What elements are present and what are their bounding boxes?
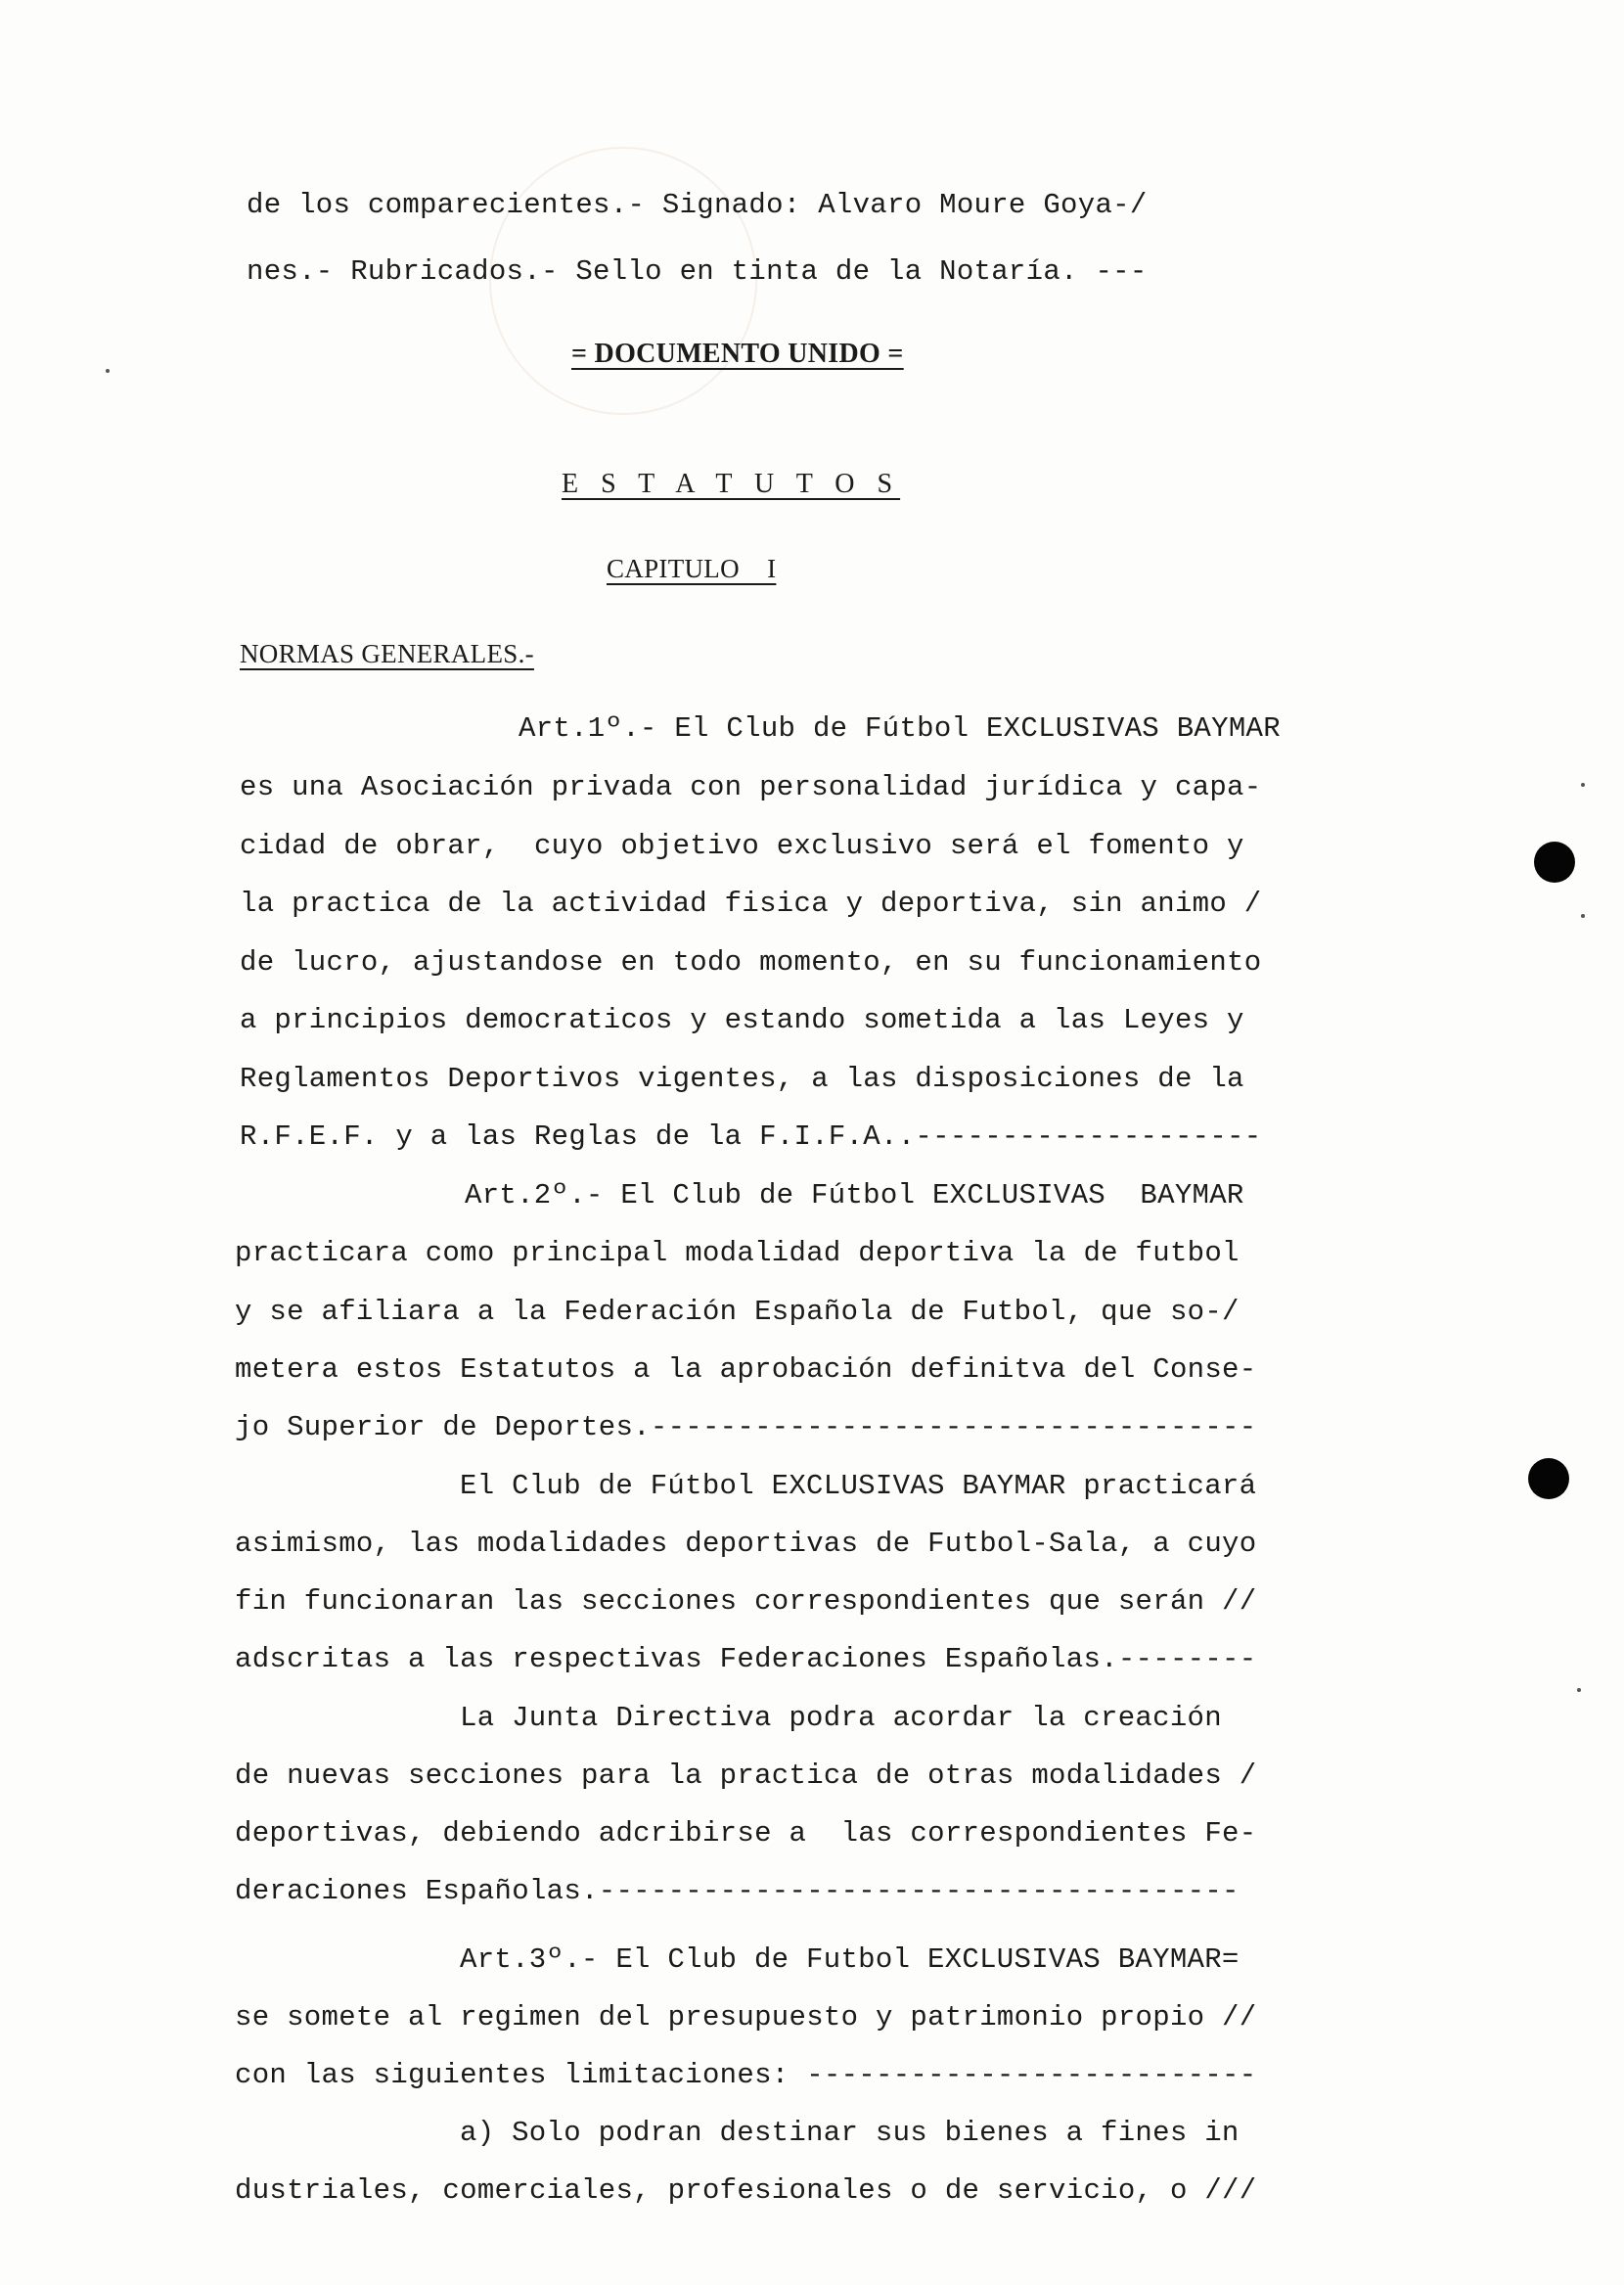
text-line: adscritas a las respectivas Federaciones Españolas.-------- [235, 1643, 1257, 1675]
text-line: de nuevas secciones para la practica de otras modalidades / [235, 1759, 1257, 1792]
section-heading: = DOCUMENTO UNIDO = [571, 339, 904, 369]
text-line: dustriales, comerciales, profesionales o de servicio, o /// [235, 2174, 1257, 2207]
text-line: deportivas, debiendo adcribirse a las correspondientes Fe- [235, 1817, 1257, 1850]
scan-speck [1581, 914, 1585, 918]
text-line: jo Superior de Deportes.----------------------------------- [235, 1411, 1257, 1443]
punch-hole [1534, 842, 1575, 883]
text-line: Reglamentos Deportivos vigentes, a las disposiciones de la [240, 1063, 1244, 1095]
text-line: metera estos Estatutos a la aprobación definitva del Conse- [235, 1353, 1257, 1386]
article-line: Art.2º.- El Club de Fútbol EXCLUSIVAS BAYMAR [465, 1179, 1244, 1211]
paragraph-line: La Junta Directiva podra acordar la creación [460, 1702, 1222, 1734]
punch-hole [1528, 1458, 1569, 1499]
document-title: E S T A T U T O S [562, 469, 901, 499]
text-line: cidad de obrar, cuyo objetivo exclusivo será el fomento y [240, 830, 1244, 862]
text-line: R.F.E.F. y a las Reglas de la F.I.F.A..-------------------- [240, 1120, 1262, 1153]
text-line: practicara como principal modalidad deportiva la de futbol [235, 1237, 1240, 1269]
text-line: asimismo, las modalidades deportivas de Futbol-Sala, a cuyo [235, 1528, 1257, 1560]
text-line: a principios democraticos y estando sometida a las Leyes y [240, 1004, 1244, 1036]
paragraph-line: El Club de Fútbol EXCLUSIVAS BAYMAR practicará [460, 1470, 1257, 1502]
article-line: Art.3º.- El Club de Futbol EXCLUSIVAS BAYMAR= [460, 1943, 1240, 1976]
text-line: fin funcionaran las secciones correspondientes que serán // [235, 1585, 1257, 1618]
text-line: se somete al regimen del presupuesto y patrimonio propio // [235, 2001, 1257, 2034]
text-line: la practica de la actividad fisica y deportiva, sin animo / [240, 888, 1262, 920]
list-item-line: a) Solo podran destinar sus bienes a fines in [460, 2117, 1240, 2149]
scan-speck [1581, 783, 1585, 787]
section-subheading: NORMAS GENERALES.- [240, 639, 534, 668]
scan-speck [106, 369, 110, 373]
text-line: de lucro, ajustandose en todo momento, en su funcionamiento [240, 946, 1262, 979]
text-line: deraciones Españolas.------------------------------------- [235, 1875, 1240, 1907]
scan-speck [1577, 1688, 1581, 1692]
chapter-heading: CAPITULO I [607, 554, 777, 583]
text-line: de los comparecientes.- Signado: Alvaro Moure Goya-/ [247, 189, 1148, 221]
text-line: es una Asociación privada con personalidad jurídica y capa- [240, 771, 1262, 803]
text-line: con las siguientes limitaciones: -------------------------- [235, 2059, 1257, 2091]
text-line: y se afiliara a la Federación Española de Futbol, que so-/ [235, 1296, 1240, 1328]
article-line: Art.1º.- El Club de Fútbol EXCLUSIVAS BAYMAR [519, 712, 1281, 745]
text-line: nes.- Rubricados.- Sello en tinta de la Notaría. --- [247, 255, 1148, 288]
